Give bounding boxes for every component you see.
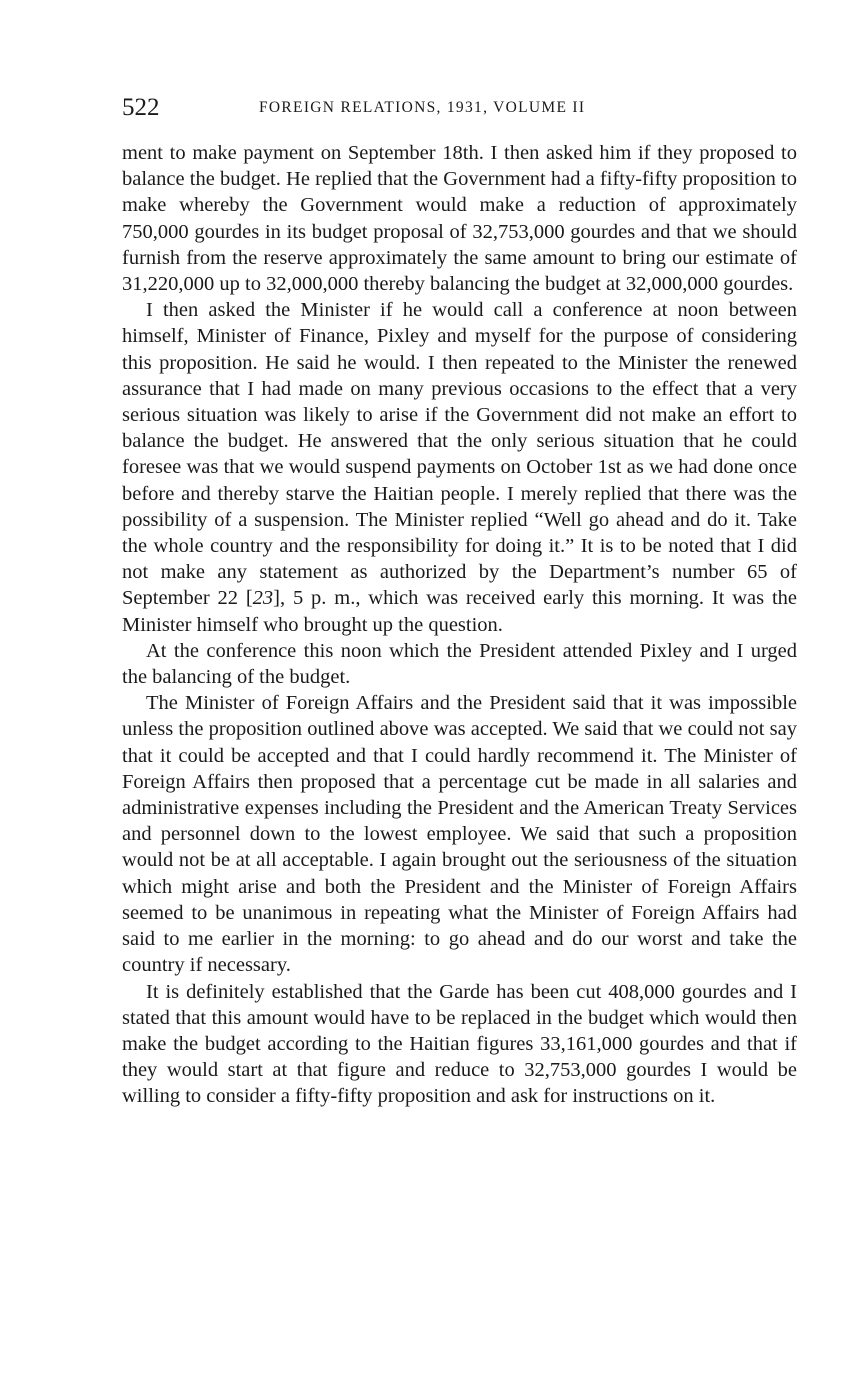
paragraph-text-before: I then asked the Minister if he would call a conference at noon between himself, Minister of Finance, Pixley and myself for the purpose of considering this proposition. He said he would. I then repeated to the Minister the renewed assurance that I had made on many previous occasions to the effect that a very serious situation was likely to arise if the Government did not make an effort to balance the budget. He answered that the only serious situation that he could foresee was that we would suspend payments on October 1st as we had done once before and thereby starve the Haitian people. I merely replied that there was the possibility of a suspension. The Minister replied “Well go ahead and do it. Take the whole country and the responsibility for doing it.” It is to be noted that I did not make any statement as authorized by the Department’s number 65 of September 22 [ — [122, 299, 797, 610]
date-correction: 23 — [252, 587, 274, 610]
page-header — [122, 93, 798, 123]
paragraph-continuation: ment to make payment on September 18th. I then asked him if they proposed to balance the budget. He replied that the Government had a fifty-fifty proposition to make whereby the Government would make a reduction of approximately 750,000 gourdes in its budget proposal of 32,753,000 gourdes and that we should furnish from the reserve approximately the same amount to bring our estimate of 31,220,000 up to 32,000,000 thereby balancing the budget at 32,000,000 gourdes. — [122, 142, 797, 296]
paragraph-noon-conference: At the conference this noon which the President attended Pixley and I urged the balancing of the budget. — [122, 639, 797, 689]
body-text — [122, 140, 797, 1110]
page-number: 522 — [122, 94, 160, 121]
running-title: FOREIGN RELATIONS, 1931, VOLUME II — [259, 99, 586, 116]
paragraph-minister-conference — [122, 297, 797, 638]
paragraph-text-after: ], 5 p. m., which was received early this morning. It was the Minister himself who brought up the question. — [122, 587, 797, 636]
paragraph-foreign-affairs: The Minister of Foreign Affairs and the President said that it was impossible unless the proposition outlined above was accepted. We said that we could not say that it could be accepted and that I could hardly recommend it. The Minister of Foreign Affairs then proposed that a percentage cut be made in all salaries and administrative expenses including the President and the American Treaty Services and personnel down to the lowest employee. We said that such a proposition would not be at all acceptable. I again brought out the seriousness of the situation which might arise and both the President and the Minister of Foreign Affairs seemed to be unanimous in repeating what the Minister of Foreign Affairs had said to me earlier in the morning: to go ahead and do our worst and take the country if necessary. — [122, 692, 797, 977]
paragraph-garde-cut: It is definitely established that the Garde has been cut 408,000 gourdes and I stated that this amount would have to be replaced in the budget which would then make the budget according to the Haitian figures 33,161,000 gourdes and that if they would start at that figure and reduce to 32,753,000 gourdes I would be willing to consider a fifty-fifty proposition and ask for instructions on it. — [122, 980, 797, 1108]
